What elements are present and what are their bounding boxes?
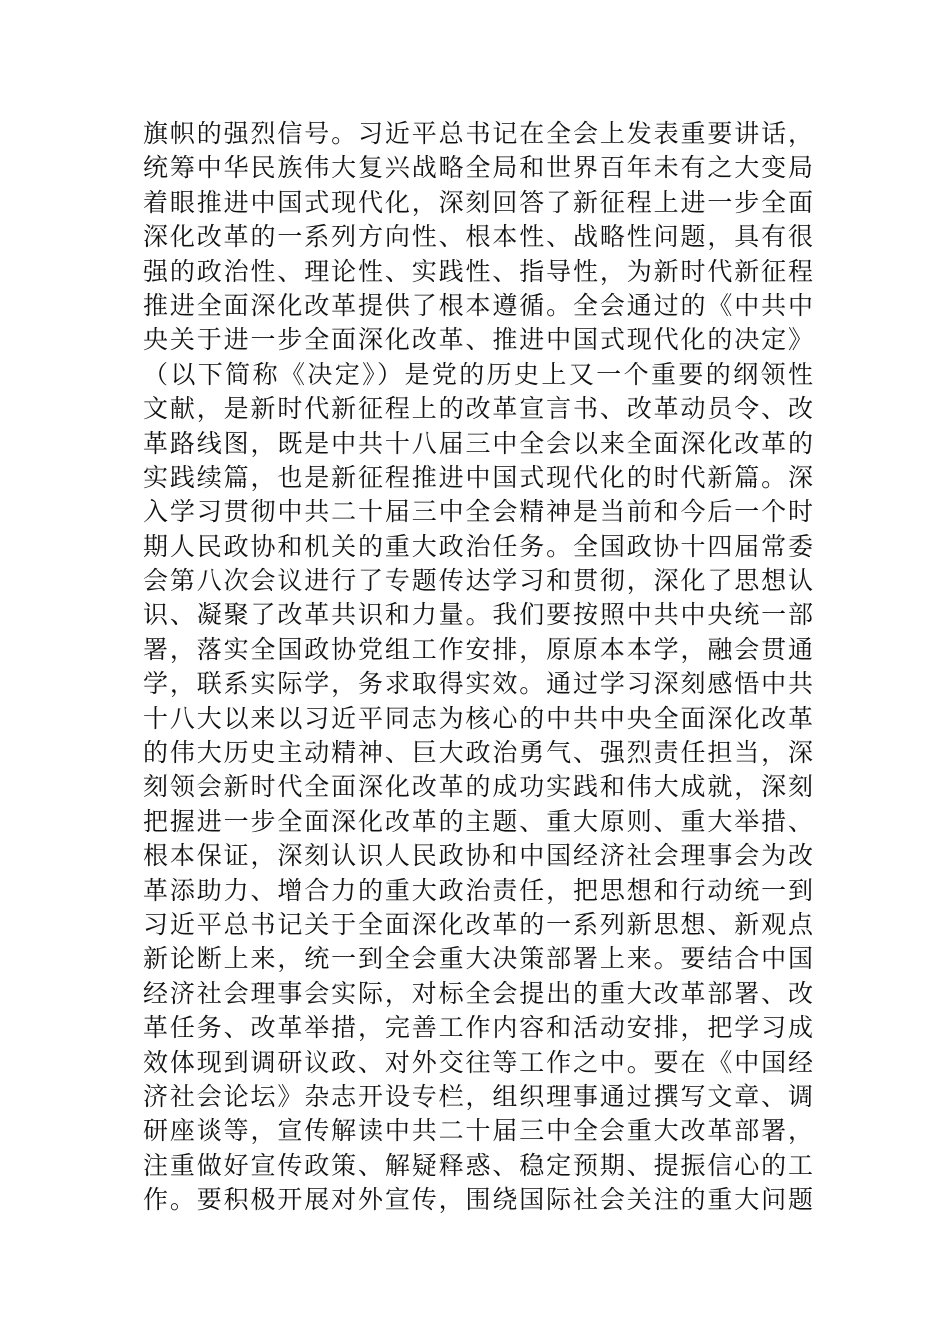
text-line: 把握进一步全面深化改革的主题、重大原则、重大举措、 <box>143 806 813 836</box>
text-line: 识、凝聚了改革共识和力量。我们要按照中共中央统一部 <box>143 600 813 630</box>
text-line: 根本保证，深刻认识人民政协和中国经济社会理事会为改 <box>143 841 813 871</box>
text-line: 刻领会新时代全面深化改革的成功实践和伟大成就，深刻 <box>143 772 813 802</box>
text-line: 央关于进一步全面深化改革、推进中国式现代化的决定》 <box>143 325 813 355</box>
text-line: 实践续篇，也是新征程推进中国式现代化的时代新篇。深 <box>143 462 813 492</box>
text-line: 革任务、改革举措，完善工作内容和活动安排，把学习成 <box>143 1013 813 1043</box>
text-line: 研座谈等，宣传解读中共二十届三中全会重大改革部署， <box>143 1116 813 1146</box>
text-line: 效体现到调研议政、对外交往等工作之中。要在《中国经 <box>143 1047 813 1077</box>
text-line: 作。要积极开展对外宣传，围绕国际社会关注的重大问题 <box>143 1185 813 1215</box>
text-line: 新论断上来，统一到全会重大决策部署上来。要结合中国 <box>143 944 813 974</box>
text-line: （以下简称《决定》）是党的历史上又一个重要的纲领性 <box>143 359 813 389</box>
text-line: 入学习贯彻中共二十届三中全会精神是当前和今后一个时 <box>143 497 813 527</box>
text-line: 注重做好宣传政策、解疑释惑、稳定预期、提振信心的工 <box>143 1150 813 1180</box>
text-line: 署，落实全国政协党组工作安排，原原本本学，融会贯通 <box>143 634 813 664</box>
text-line: 期人民政协和机关的重大政治任务。全国政协十四届常委 <box>143 531 813 561</box>
body-paragraph <box>143 117 813 1218</box>
text-line: 学，联系实际学，务求取得实效。通过学习深刻感悟中共 <box>143 669 813 699</box>
text-line: 强的政治性、理论性、实践性、指导性，为新时代新征程 <box>143 256 813 286</box>
text-line: 统筹中华民族伟大复兴战略全局和世界百年未有之大变局 <box>143 153 813 183</box>
text-line: 旗帜的强烈信号。习近平总书记在全会上发表重要讲话， <box>143 119 813 148</box>
text-line: 革添助力、增合力的重大政治责任，把思想和行动统一到 <box>143 875 813 905</box>
text-line: 习近平总书记关于全面深化改革的一系列新思想、新观点 <box>143 909 813 939</box>
text-line: 深化改革的一系列方向性、根本性、战略性问题，具有很 <box>143 222 813 252</box>
text-line: 文献，是新时代新征程上的改革宣言书、改革动员令、改 <box>143 394 813 424</box>
text-line: 会第八次会议进行了专题传达学习和贯彻，深化了思想认 <box>143 566 813 596</box>
text-line: 着眼推进中国式现代化，深刻回答了新征程上进一步全面 <box>143 187 813 217</box>
text-line: 推进全面深化改革提供了根本遵循。全会通过的《中共中 <box>143 290 813 320</box>
text-line: 革路线图，既是中共十八届三中全会以来全面深化改革的 <box>143 428 813 458</box>
text-line: 经济社会理事会实际，对标全会提出的重大改革部署、改 <box>143 978 813 1008</box>
text-line: 十八大以来以习近平同志为核心的中共中央全面深化改革 <box>143 703 813 733</box>
text-line: 的伟大历史主动精神、巨大政治勇气、强烈责任担当，深 <box>143 738 813 768</box>
text-line: 济社会论坛》杂志开设专栏，组织理事通过撰写文章、调 <box>143 1081 813 1111</box>
